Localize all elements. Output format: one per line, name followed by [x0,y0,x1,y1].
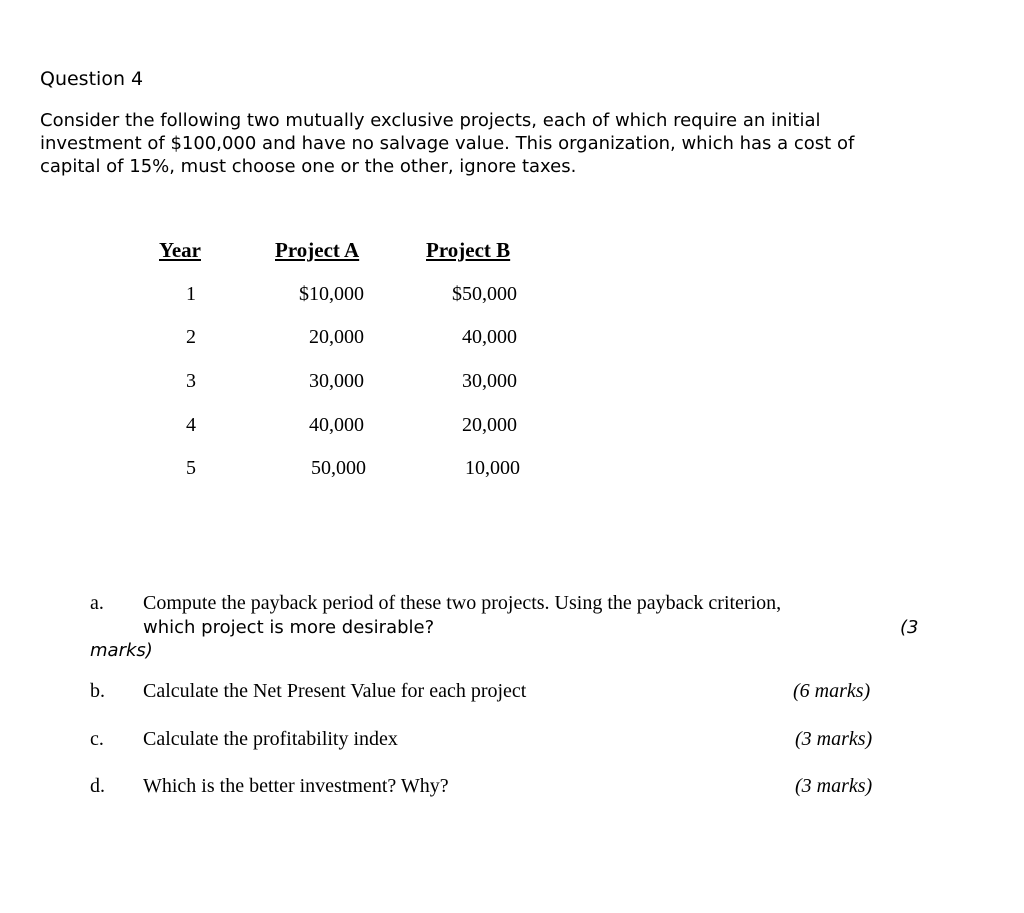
intro-line-3: capital of 15%, must choose one or the other, ignore taxes. [40,156,577,177]
table-cell-year: 2 [186,326,196,348]
part-a-text-line-2: which project is more desirable? [143,617,435,638]
table-cell-project-a: 40,000 [309,414,364,436]
table-cell-project-b: 10,000 [465,457,520,479]
part-d-text: Which is the better investment? Why? [143,775,449,797]
part-b-letter: b. [90,680,105,702]
part-a-letter: a. [90,592,104,614]
table-cell-project-b: 40,000 [462,326,517,348]
part-a-marks-end: marks) [90,640,153,661]
part-d-marks: (3 marks) [795,775,873,797]
part-b-marks: (6 marks) [793,680,871,702]
part-c-marks: (3 marks) [795,728,873,750]
header-project-a: Project A [275,238,360,262]
part-c-letter: c. [90,728,104,750]
table-cell-project-b: 20,000 [462,414,517,436]
table-cell-project-a: 30,000 [309,370,364,392]
table-cell-year: 1 [186,283,196,305]
table-cell-project-a: 50,000 [311,457,366,479]
question-title: Question 4 [40,68,144,90]
header-project-b: Project B [426,238,511,262]
header-year: Year [159,238,201,262]
table-cell-project-b: 30,000 [462,370,517,392]
table-cell-project-a: 20,000 [309,326,364,348]
table-cell-year: 4 [186,414,196,436]
part-a-marks-start: (3 [900,617,919,638]
part-d-letter: d. [90,775,105,797]
part-a-text-line-1: Compute the payback period of these two projects. Using the payback criterion, [143,592,782,614]
table-cell-project-b: $50,000 [452,283,517,305]
intro-line-2: investment of $100,000 and have no salvage value. This organization, which has a cost of [40,133,855,154]
part-b-text: Calculate the Net Present Value for each project [143,680,527,702]
intro-line-1: Consider the following two mutually exclusive projects, each of which require an initial [40,110,821,131]
table-cell-year: 3 [186,370,196,392]
table-cell-project-a: $10,000 [299,283,364,305]
part-c-text: Calculate the profitability index [143,728,398,750]
table-cell-year: 5 [186,457,196,479]
